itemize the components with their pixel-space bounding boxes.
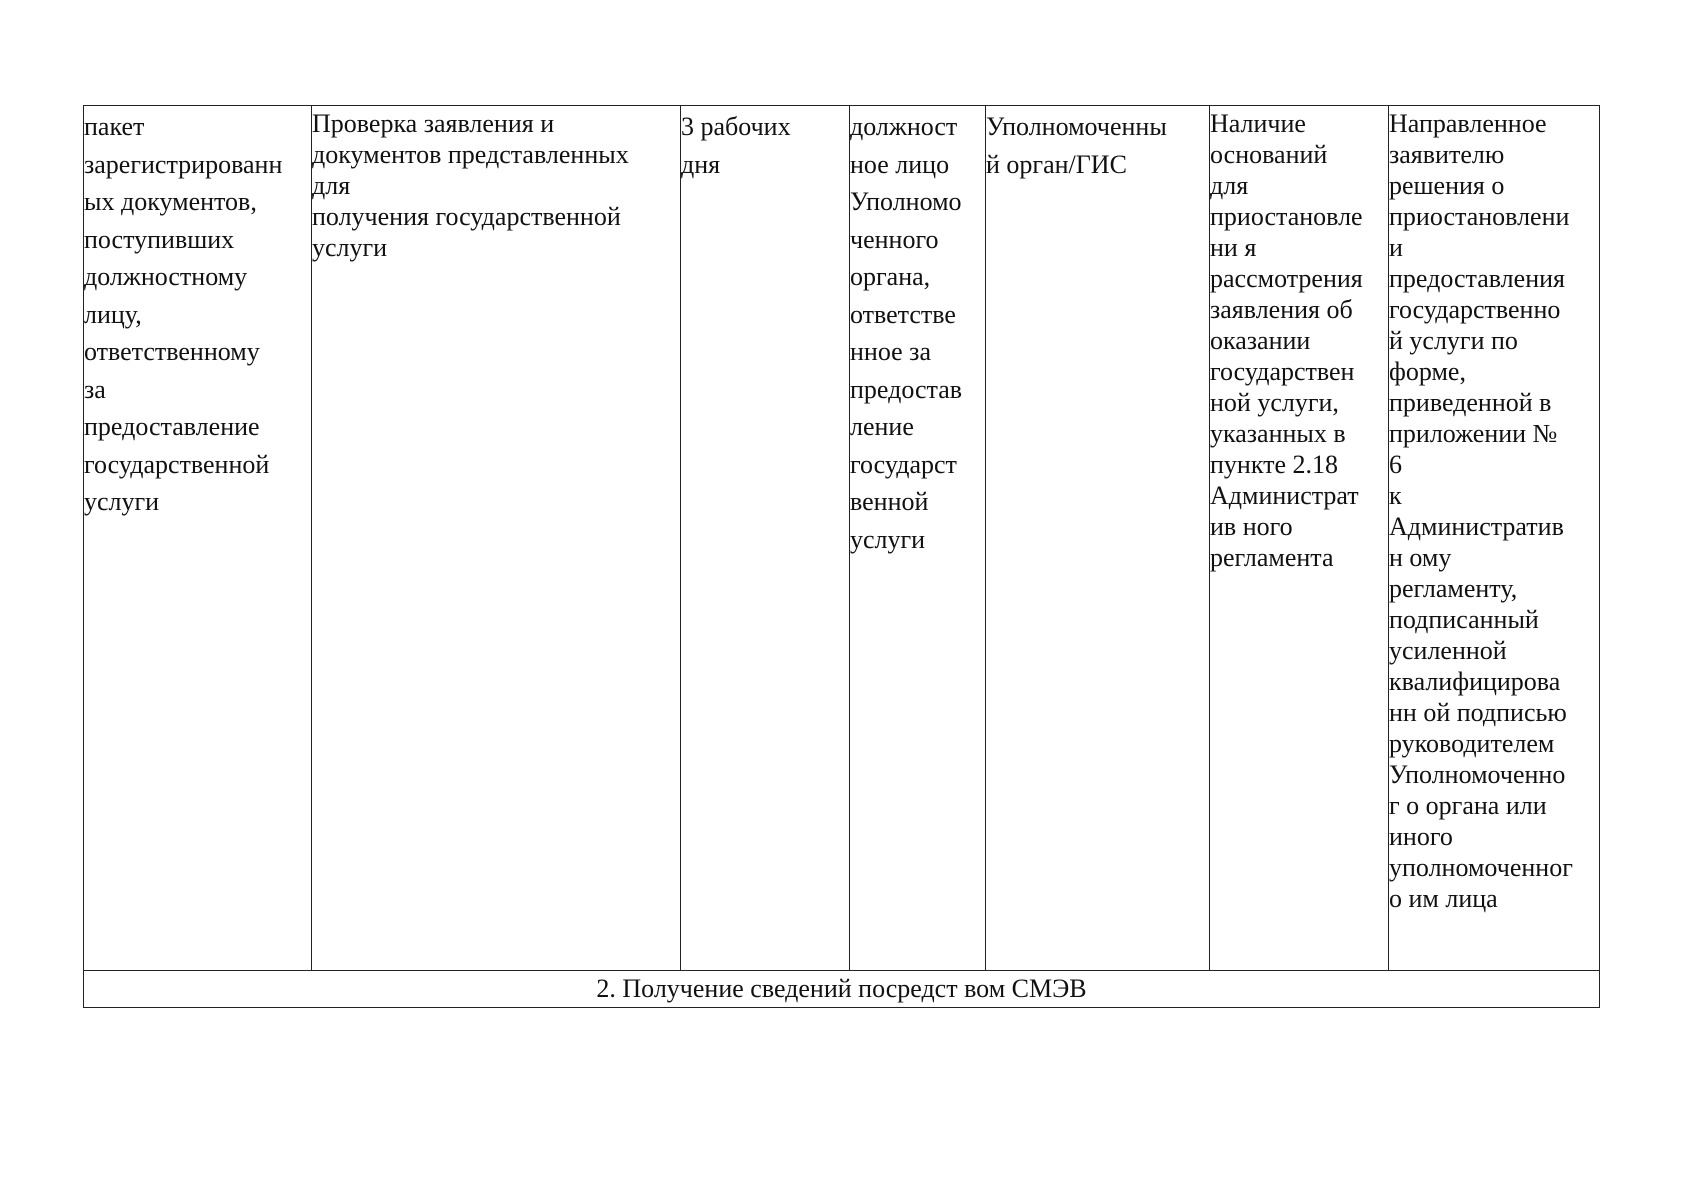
table-cell-action (312, 106, 681, 971)
table-cell-result (1389, 106, 1600, 971)
table-section-row (84, 971, 1600, 1008)
table-cell-input-package (84, 106, 312, 971)
section-title: 2. Получение сведений посредст вом СМЭВ (596, 974, 1087, 1003)
cell-text: Проверка заявления и документов представленных для получения государственной услуги (312, 109, 629, 262)
cell-text: Направленное заявителю решения о приостановлени и предоставления государственно й услуги по форме, приведенной в приложении № 6 к Административ н ому регламенту, подписанный усиленной квалифицирова нн ой подписью руководителем Уполномоченно г о органа или иного уполномоченног о им лица (1389, 109, 1573, 913)
table-cell-place (986, 106, 1210, 971)
cell-text: пакет зарегистрированн ых документов, поступивших должностному лицу, ответственному за предоставление государственной услуги (84, 112, 283, 516)
cell-text: Уполномоченны й орган/ГИС (986, 112, 1167, 179)
cell-text: 3 рабочих дня (681, 112, 791, 179)
section-heading-cell (84, 971, 1600, 1008)
table-row (84, 106, 1600, 971)
table-cell-criteria (1210, 106, 1389, 971)
cell-text: должност ное лицо Уполномо ченного органа, ответстве нное за предостав ление государст венной услуги (850, 112, 963, 554)
cell-text: Наличие оснований для приостановле ни я рассмотрения заявления об оказании государствен ной услуги, указанных в пункте 2.18 Администрат ив ного регламента (1210, 109, 1363, 572)
procedure-table (83, 105, 1600, 1008)
table-cell-duration (681, 106, 850, 971)
table-cell-responsible-official (850, 106, 986, 971)
